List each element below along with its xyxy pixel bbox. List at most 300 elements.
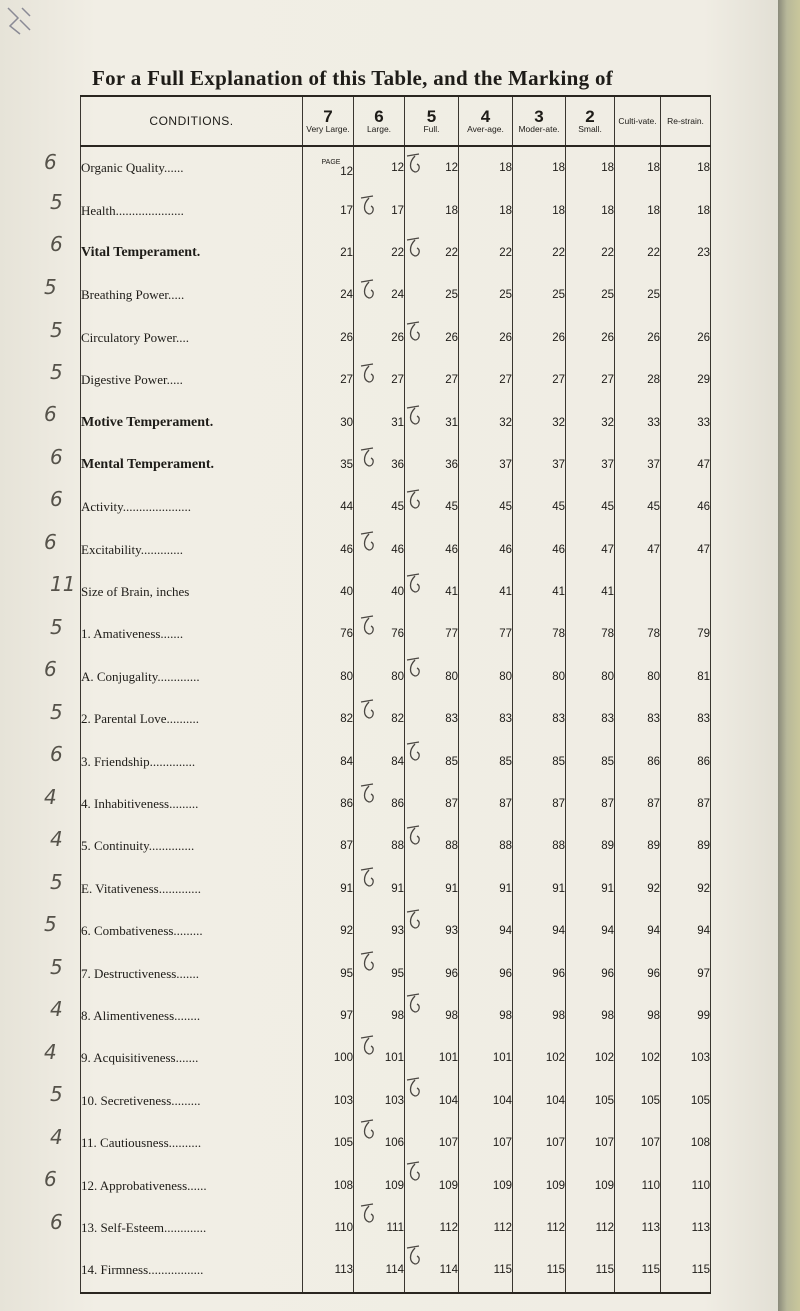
condition-label: 3. Friendship..............	[81, 740, 303, 782]
page-reference-cell: 18	[661, 146, 711, 189]
page-reference-cell: 83	[459, 698, 513, 740]
condition-label: Digestive Power.....	[81, 359, 303, 401]
condition-label: 7. Destructiveness.......	[81, 952, 303, 994]
page-reference-cell: 91	[513, 868, 566, 910]
handwritten-margin-mark: 6	[44, 402, 57, 426]
column-header-label: Moder-ate.	[518, 124, 560, 134]
condition-label: 8. Alimentiveness........	[81, 995, 303, 1037]
page-reference-cell: 112	[405, 1207, 459, 1249]
page-reference-cell: 86	[354, 783, 405, 825]
pencil-check-icon	[403, 318, 425, 344]
page-reference-cell: 81	[661, 656, 711, 698]
page-reference-cell: 112	[566, 1207, 615, 1249]
page-reference-cell: 36	[405, 444, 459, 486]
column-header-number: 5	[426, 107, 437, 126]
page-reference-cell: 26	[459, 317, 513, 359]
page-reference-cell: 105	[303, 1122, 354, 1164]
page-reference-cell: 18	[459, 146, 513, 189]
page-reference-cell: 45	[615, 486, 661, 528]
page-reference-cell: 76	[303, 613, 354, 655]
pencil-check-icon	[403, 402, 425, 428]
page-reference-cell: 114	[354, 1249, 405, 1292]
table-row	[81, 1122, 711, 1164]
condition-label: Motive Temperament.	[81, 401, 303, 443]
page-reference-cell: 36	[354, 444, 405, 486]
column-header-small	[566, 96, 615, 146]
handwritten-margin-mark: 5	[50, 190, 63, 214]
column-header-label: Aver-age.	[467, 124, 504, 134]
page-reference-cell: 40	[303, 571, 354, 613]
page-reference-cell: 26	[405, 317, 459, 359]
page-reference-cell: 91	[303, 868, 354, 910]
page-reference-cell: 87	[513, 783, 566, 825]
table-row	[81, 740, 711, 782]
page-reference-cell: 18	[513, 189, 566, 231]
pencil-check-icon	[403, 1074, 425, 1100]
page-reference-cell: 110	[303, 1207, 354, 1249]
page-reference-cell: 32	[566, 401, 615, 443]
page-reference-cell: 112	[513, 1207, 566, 1249]
phrenology-chart-table	[80, 95, 711, 1294]
page-reference-cell: 41	[459, 571, 513, 613]
page-reference-cell: 32	[459, 401, 513, 443]
page-reference-cell: 104	[405, 1080, 459, 1122]
condition-label: 11. Cautiousness..........	[81, 1122, 303, 1164]
page-reference-cell: 109	[459, 1164, 513, 1206]
table-header	[81, 96, 711, 146]
page-reference-cell: 86	[303, 783, 354, 825]
handwritten-margin-mark: 6	[50, 742, 63, 766]
handwritten-margin-mark: 4	[50, 997, 63, 1021]
page-reference-cell: 96	[615, 952, 661, 994]
condition-label: 4. Inhabitiveness.........	[81, 783, 303, 825]
page-reference-cell: 37	[513, 444, 566, 486]
page-reference-cell: 114	[405, 1249, 459, 1292]
table-row	[81, 656, 711, 698]
page-reference-cell: 110	[661, 1164, 711, 1206]
page-reference-cell: 87	[459, 783, 513, 825]
pencil-check-icon	[357, 528, 379, 554]
table-row	[81, 1249, 711, 1292]
page-reference-cell: 27	[566, 359, 615, 401]
page-reference-cell: 24	[303, 274, 354, 316]
page-reference-cell: 41	[405, 571, 459, 613]
page-reference-cell: 103	[354, 1080, 405, 1122]
page-reference-cell: 96	[513, 952, 566, 994]
table-row	[81, 1207, 711, 1249]
condition-label: 5. Continuity..............	[81, 825, 303, 867]
page-reference-cell: 29	[661, 359, 711, 401]
page-reference-cell: 26	[615, 317, 661, 359]
page-reference-cell: 82	[303, 698, 354, 740]
page-reference-cell: 80	[615, 656, 661, 698]
page-reference-cell: 98	[405, 995, 459, 1037]
handwritten-margin-mark: 5	[44, 275, 57, 299]
page-reference-cell: 83	[513, 698, 566, 740]
pencil-check-icon	[357, 612, 379, 638]
table-row	[81, 868, 711, 910]
page-reference-cell: 91	[566, 868, 615, 910]
condition-label: E. Vitativeness.............	[81, 868, 303, 910]
page-reference-cell: 35	[303, 444, 354, 486]
page-reference-cell: 46	[513, 529, 566, 571]
pencil-check-icon	[357, 1200, 379, 1226]
table-row	[81, 910, 711, 952]
page-reference-cell: 80	[405, 656, 459, 698]
page-reference-cell: 115	[513, 1249, 566, 1292]
page-reference-cell: 109	[354, 1164, 405, 1206]
handwritten-margin-mark: 5	[50, 615, 63, 639]
page-reference-cell: 21	[303, 232, 354, 274]
handwritten-margin-mark: 4	[50, 1125, 63, 1149]
page-reference-cell: 30	[303, 401, 354, 443]
page-reference-cell: 77	[405, 613, 459, 655]
page-reference-cell: 108	[661, 1122, 711, 1164]
page-reference-cell: 18	[459, 189, 513, 231]
handwritten-margin-mark: 6	[44, 1167, 57, 1191]
page-reference-cell: 113	[661, 1207, 711, 1249]
page-reference-cell: 88	[513, 825, 566, 867]
page-reference-cell: 18	[615, 189, 661, 231]
page-reference-cell: 27	[513, 359, 566, 401]
page-reference-cell: 18	[405, 189, 459, 231]
page-reference-cell: 33	[661, 401, 711, 443]
page-reference-cell: 115	[615, 1249, 661, 1292]
page-reference-cell: 88	[459, 825, 513, 867]
page-reference-cell: 84	[303, 740, 354, 782]
page-reference-cell: 98	[513, 995, 566, 1037]
condition-label: Health.....................	[81, 189, 303, 231]
page-reference-cell: 46	[354, 529, 405, 571]
condition-label: Vital Temperament.	[81, 232, 303, 274]
page-reference-cell: 22	[459, 232, 513, 274]
page-reference-cell	[661, 274, 711, 316]
pencil-check-icon	[403, 822, 425, 848]
page-reference-cell: 102	[615, 1037, 661, 1079]
page-reference-cell: 91	[459, 868, 513, 910]
page-reference-cell: 26	[513, 317, 566, 359]
page-reference-cell: 88	[354, 825, 405, 867]
pencil-check-icon	[357, 1116, 379, 1142]
page-reference-cell: 106	[354, 1122, 405, 1164]
column-header-cultivate	[615, 96, 661, 146]
condition-label: Excitability.............	[81, 529, 303, 571]
page-reference-cell: 85	[405, 740, 459, 782]
page-reference-cell: 18	[566, 189, 615, 231]
page-reference-cell: 47	[661, 444, 711, 486]
page-reference-cell: 94	[566, 910, 615, 952]
page-reference-cell: 87	[661, 783, 711, 825]
page-reference-cell: 22	[615, 232, 661, 274]
page-reference-cell: 79	[661, 613, 711, 655]
page-reference-cell: 80	[566, 656, 615, 698]
column-header-number: 3	[534, 107, 544, 126]
condition-label: Circulatory Power....	[81, 317, 303, 359]
condition-label: Breathing Power.....	[81, 274, 303, 316]
page-reference-cell: 113	[303, 1249, 354, 1292]
table-row	[81, 274, 711, 316]
page-reference-cell: 99	[661, 995, 711, 1037]
page-reference-cell: 41	[566, 571, 615, 613]
page-reference-cell: 91	[405, 868, 459, 910]
pencil-check-icon	[357, 1032, 379, 1058]
column-header-restrain	[661, 96, 711, 146]
handwritten-margin-mark: 4	[44, 785, 57, 809]
page-reference-cell: 46	[405, 529, 459, 571]
page-reference-cell: 94	[661, 910, 711, 952]
page-reference-cell: 115	[566, 1249, 615, 1292]
page-reference-cell: 77	[459, 613, 513, 655]
page-reference-cell: 18	[615, 146, 661, 189]
table-row	[81, 444, 711, 486]
pencil-check-icon	[357, 780, 379, 806]
page-reference-cell: 47	[566, 529, 615, 571]
page-reference-cell: 22	[566, 232, 615, 274]
page-reference-cell: 98	[566, 995, 615, 1037]
page-reference-cell: 27	[303, 359, 354, 401]
page-reference-cell: 104	[513, 1080, 566, 1122]
page-reference-cell: 17	[354, 189, 405, 231]
page-reference-cell: 105	[615, 1080, 661, 1122]
page-reference-cell: 45	[513, 486, 566, 528]
condition-label: Organic Quality......	[81, 146, 303, 189]
table-row	[81, 529, 711, 571]
page-reference-cell: 26	[566, 317, 615, 359]
page-reference-cell: 92	[303, 910, 354, 952]
corner-stamp-icon	[4, 4, 34, 38]
handwritten-margin-mark: 4	[44, 1040, 57, 1064]
handwritten-margin-mark: 5	[50, 955, 63, 979]
page-reference-cell: 41	[513, 571, 566, 613]
pencil-check-icon	[357, 948, 379, 974]
table-row	[81, 486, 711, 528]
page-reference-cell: 96	[459, 952, 513, 994]
page-reference-cell: 113	[615, 1207, 661, 1249]
page-reference-cell: 25	[566, 274, 615, 316]
handwritten-margin-mark: 5	[50, 360, 63, 384]
page-reference-cell: 98	[354, 995, 405, 1037]
page-reference-cell: 12	[405, 146, 459, 189]
pencil-check-icon	[403, 990, 425, 1016]
page-reference-cell: 85	[459, 740, 513, 782]
page-reference-cell: 45	[354, 486, 405, 528]
page-reference-cell: 109	[513, 1164, 566, 1206]
page-reference-cell: 110	[615, 1164, 661, 1206]
condition-label: Size of Brain, inches	[81, 571, 303, 613]
page-reference-cell: 107	[513, 1122, 566, 1164]
page-reference-cell: 91	[354, 868, 405, 910]
table-row	[81, 613, 711, 655]
page-reference-cell: 33	[615, 401, 661, 443]
condition-label: 10. Secretiveness.........	[81, 1080, 303, 1122]
page-reference-cell: 24	[354, 274, 405, 316]
page-reference-cell: 26	[661, 317, 711, 359]
page-reference-cell: 86	[615, 740, 661, 782]
page-reference-cell: 76	[354, 613, 405, 655]
page-reference-cell: 104	[459, 1080, 513, 1122]
column-header-number: 4	[480, 107, 491, 126]
column-header-label: Full.	[423, 124, 440, 134]
page-reference-cell: 100	[303, 1037, 354, 1079]
condition-label: A. Conjugality.............	[81, 656, 303, 698]
page-reference-cell: 87	[566, 783, 615, 825]
page-reference-cell: 31	[405, 401, 459, 443]
table-row	[81, 783, 711, 825]
pencil-check-icon	[403, 150, 425, 176]
page-reference-cell: 17	[303, 189, 354, 231]
column-header-average	[459, 96, 513, 146]
column-header-condition	[81, 96, 303, 146]
table-row	[81, 146, 711, 189]
table-row	[81, 317, 711, 359]
table-row	[81, 401, 711, 443]
page-reference-cell: 89	[566, 825, 615, 867]
table-row	[81, 698, 711, 740]
handwritten-margin-mark: 5	[50, 700, 63, 724]
page-reference-cell: 107	[459, 1122, 513, 1164]
pencil-check-icon	[357, 444, 379, 470]
page-reference-cell: 26	[354, 317, 405, 359]
column-header-number: 6	[374, 107, 384, 126]
column-header-label: Large.	[366, 124, 392, 134]
handwritten-margin-mark: 5	[50, 870, 63, 894]
condition-label: 12. Approbativeness......	[81, 1164, 303, 1206]
page-reference-cell: 107	[566, 1122, 615, 1164]
page-reference-cell: 101	[354, 1037, 405, 1079]
page-reference-cell: 22	[354, 232, 405, 274]
page-edge	[778, 0, 800, 1311]
pencil-check-icon	[403, 1158, 425, 1184]
page-reference-cell: 93	[405, 910, 459, 952]
page-reference-cell	[615, 571, 661, 613]
condition-label: 13. Self-Esteem.............	[81, 1207, 303, 1249]
page-reference-cell: 95	[303, 952, 354, 994]
page-reference-cell: 22	[405, 232, 459, 274]
page-reference-cell: 23	[661, 232, 711, 274]
page-reference-cell: 95	[354, 952, 405, 994]
page-reference-cell: 45	[566, 486, 615, 528]
page-reference-cell: 98	[459, 995, 513, 1037]
page-reference-cell: 109	[405, 1164, 459, 1206]
page-reference-cell: 98	[615, 995, 661, 1037]
condition-label: 2. Parental Love..........	[81, 698, 303, 740]
page-reference-cell: 78	[513, 613, 566, 655]
page-reference-cell	[661, 571, 711, 613]
pencil-check-icon	[403, 570, 425, 596]
page-reference-cell: 31	[354, 401, 405, 443]
table-row	[81, 952, 711, 994]
column-header-full	[405, 96, 459, 146]
column-header-number: 2	[585, 107, 595, 126]
page-reference-cell: 88	[405, 825, 459, 867]
page-reference-cell: 115	[459, 1249, 513, 1292]
condition-label: 14. Firmness.................	[81, 1249, 303, 1292]
page-reference-cell: 26	[303, 317, 354, 359]
page-reference-cell: 27	[405, 359, 459, 401]
handwritten-margin-mark: 5	[50, 1082, 63, 1106]
page-reference-cell: 47	[661, 529, 711, 571]
cell-value: 12	[340, 165, 353, 178]
page-reference-cell: 83	[615, 698, 661, 740]
page-reference-cell: 44	[303, 486, 354, 528]
page-reference-cell: 105	[566, 1080, 615, 1122]
table-row	[81, 232, 711, 274]
page-reference-cell: 25	[513, 274, 566, 316]
table-row	[81, 571, 711, 613]
pencil-check-icon	[357, 864, 379, 890]
page-reference-cell: 46	[459, 529, 513, 571]
condition-label: Mental Temperament.	[81, 444, 303, 486]
page-reference-cell: 103	[661, 1037, 711, 1079]
table-row	[81, 1080, 711, 1122]
page-reference-cell: 83	[566, 698, 615, 740]
page-reference-cell: 101	[459, 1037, 513, 1079]
page-reference-cell: 93	[354, 910, 405, 952]
page-reference-cell: 102	[566, 1037, 615, 1079]
table-body	[81, 146, 711, 1293]
page-reference-cell: 107	[615, 1122, 661, 1164]
handwritten-margin-mark: 5	[44, 912, 57, 936]
page-reference-cell: 82	[354, 698, 405, 740]
page-reference-cell: 18	[661, 189, 711, 231]
page-reference-cell: 115	[661, 1249, 711, 1292]
table-row	[81, 189, 711, 231]
table-row	[81, 995, 711, 1037]
page-reference-cell: 108	[303, 1164, 354, 1206]
condition-label: 6. Combativeness.........	[81, 910, 303, 952]
pencil-check-icon	[357, 192, 379, 218]
page-reference-cell: 40	[354, 571, 405, 613]
condition-label: 9. Acquisitiveness.......	[81, 1037, 303, 1079]
page-column-label: PAGE	[321, 158, 341, 166]
page-reference-cell: 87	[303, 825, 354, 867]
page-reference-cell: 89	[615, 825, 661, 867]
pencil-check-icon	[357, 696, 379, 722]
page-reference-cell: 47	[615, 529, 661, 571]
column-header-large	[354, 96, 405, 146]
page-reference-cell: 78	[566, 613, 615, 655]
column-header-moderate	[513, 96, 566, 146]
page-reference-cell: 37	[615, 444, 661, 486]
page-reference-cell: 87	[615, 783, 661, 825]
page-reference-cell: 46	[661, 486, 711, 528]
handwritten-margin-mark: 5	[50, 318, 63, 342]
page-reference-cell: 92	[615, 868, 661, 910]
page-reference-cell: 86	[661, 740, 711, 782]
page-reference-cell: 83	[405, 698, 459, 740]
table-row	[81, 359, 711, 401]
page-reference-cell: 46	[303, 529, 354, 571]
condition-label: 1. Amativeness.......	[81, 613, 303, 655]
page-reference-cell: 85	[566, 740, 615, 782]
page-reference-cell: 94	[615, 910, 661, 952]
handwritten-margin-mark: 11	[50, 572, 76, 596]
page-reference-cell: 80	[513, 656, 566, 698]
pencil-check-icon	[403, 654, 425, 680]
page-reference-cell: 32	[513, 401, 566, 443]
page-reference-cell: 97	[661, 952, 711, 994]
page-reference-cell: 80	[459, 656, 513, 698]
page-reference-cell: 97	[303, 995, 354, 1037]
page-reference-cell: 37	[459, 444, 513, 486]
pencil-check-icon	[403, 1242, 425, 1268]
handwritten-margin-mark: 6	[44, 657, 57, 681]
page-reference-cell: 45	[405, 486, 459, 528]
page-reference-cell: 80	[303, 656, 354, 698]
page-reference-cell: 94	[459, 910, 513, 952]
page-reference-cell: 96	[566, 952, 615, 994]
handwritten-margin-mark: 6	[50, 232, 63, 256]
